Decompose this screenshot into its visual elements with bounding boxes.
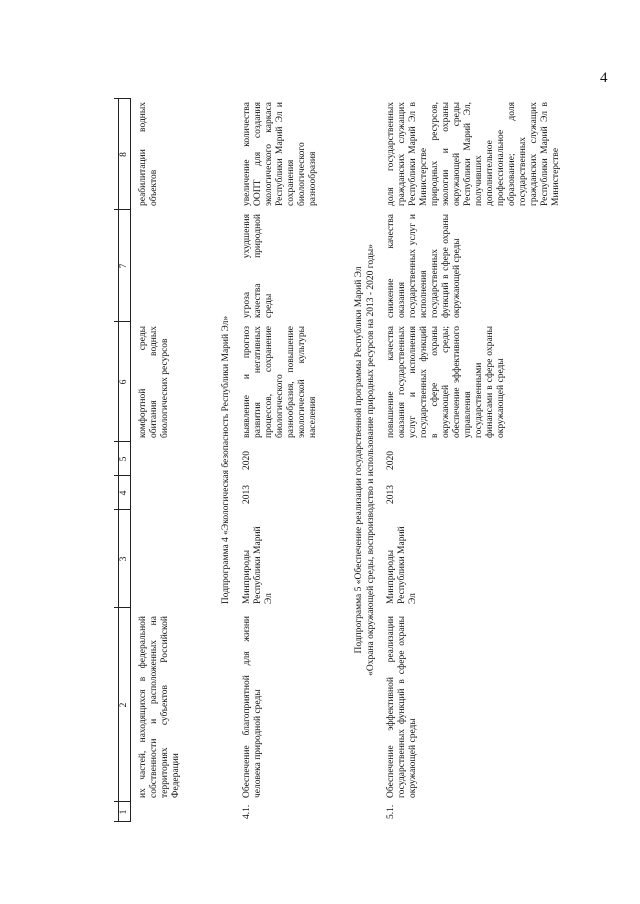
column-number-4: 4 <box>119 490 129 496</box>
row-5-1-indicators: доля государственных гражданских служащих Республики Марий Эл в Министерстве природных ресурсов, экологии и охраны окружающей среды Республики Марий Эл, получивших дополнительное профессиональное образование; доля государственных гражданских служащих Республики Марий Эл в Министерстве <box>386 102 561 206</box>
row-4-1-number: 4.1. <box>242 804 252 819</box>
header-bottom-border <box>130 98 131 822</box>
subprogram-5-title-line-2: «Охрана окружающей среды, воспроизводство и использование природных ресурсов на 2013 - 2020 годы» <box>366 244 376 676</box>
row-4-1-indicators: увеличение количества ООПТ для создания экологического каркаса Республики Марий Эл и сохранения биологического разнообразия <box>242 102 318 206</box>
row-4-1-measure-name: Обеспечение благоприятной для жизни человека природной среды <box>242 616 263 798</box>
row-5-1-measure-name: Обеспечение эффективной реализации государственных функций в сфере охраны окружающей среды <box>386 616 418 798</box>
continued-indicator-link: реабилитации водных объектов <box>138 102 159 206</box>
row-4-1-expected-result: выявление и прогноз развития негативных процессов, сохранение биологического разнообразия, повышение экологической культуры населения <box>242 326 318 438</box>
column-number-5: 5 <box>119 456 129 462</box>
row-5-1-expected-result: повышение качества оказания государственных услуг и исполнения государственных функций в сфере охраны окружающей среды; обеспечение эффективного управления государственными финансами в сфере охраны окружающей среды <box>386 326 506 438</box>
column-number-6: 6 <box>119 379 129 385</box>
row-4-1-consequences: угроза ухудшения качества природной среды <box>242 214 274 318</box>
subprogram-5-title-line-1: Подпрограмма 5 «Обеспечение реализации государственной программы Республики Марий Эл <box>354 266 364 654</box>
row-5-1-end-year: 2020 <box>386 451 396 470</box>
row-5-1-consequences: снижение качества оказания государственных услуг и исполнения государственных функций в сфере охраны окружающей среды <box>386 214 462 318</box>
rotated-table-page <box>118 98 596 822</box>
column-number-3: 3 <box>119 556 129 562</box>
page-number: 4 <box>600 70 608 86</box>
row-5-1-start-year: 2013 <box>386 485 396 504</box>
column-number-1: 1 <box>119 809 129 815</box>
subprogram-4-title: Подпрограмма 4 «Экологическая безопасность Республики Марий Эл» <box>221 315 231 605</box>
row-4-1-executor: Минприроды Республики Марий Эл <box>242 526 274 604</box>
row-5-1-number: 5.1. <box>386 804 396 819</box>
column-number-7: 7 <box>119 263 129 269</box>
row-5-1-executor: Минприроды Республики Марий Эл <box>386 526 418 604</box>
column-number-8: 8 <box>119 152 129 157</box>
row-4-1-start-year: 2013 <box>242 485 252 504</box>
continued-measure-name: их частей, находящихся в федеральной собственности и расположенных на территориях субъектов Российской Федерации <box>138 616 181 798</box>
row-4-1-end-year: 2020 <box>242 451 252 470</box>
continued-expected-result: комфортной среды обитания водных биологических ресурсов <box>138 326 170 438</box>
column-number-2: 2 <box>119 702 129 708</box>
